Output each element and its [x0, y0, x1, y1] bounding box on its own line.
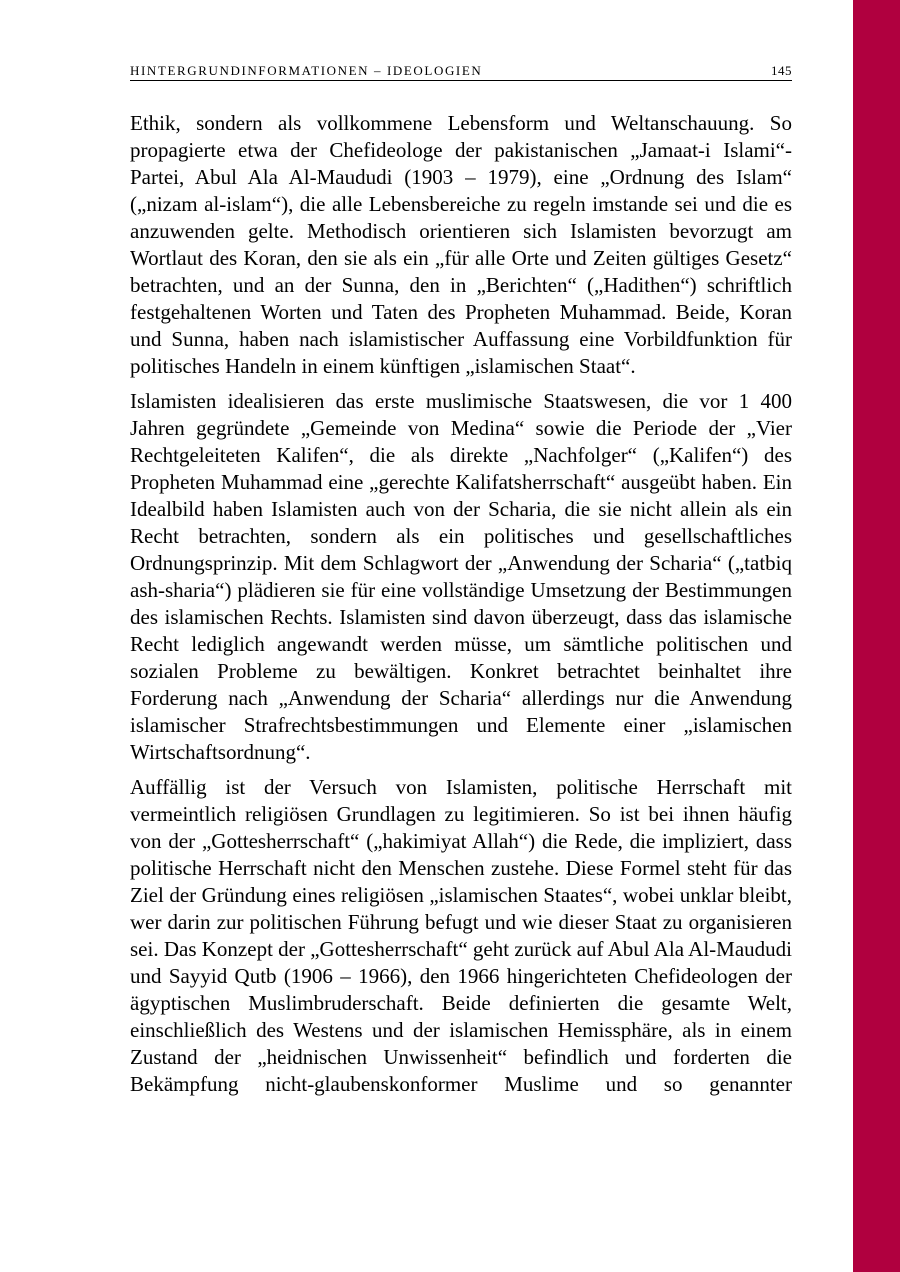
paragraph-2: Islamisten idealisieren das erste muslimische Staatswesen, die vor 1 400 Jahren gegründete „Gemeinde von Medina“ sowie die Periode der „Vier Rechtgeleiteten Kalifen“, die als direkte „Nachfolger“ („Kalifen“) des Propheten Muhammad eine „gerechte Kalifatsherrschaft“ ausgeübt haben. Ein Idealbild haben Islamisten auch von der Scharia, die sie nicht allein als ein Recht betrachten, sondern als ein politisches und gesellschaftliches Ordnungsprinzip. Mit dem Schlagwort der „Anwendung der Scharia“ („tatbiq ash-sharia“) plädieren sie für eine vollständige Umsetzung der Bestimmungen des islamischen Rechts. Islamisten sind davon überzeugt, dass das islamische Recht lediglich angewandt werden müsse, um sämtliche politischen und sozialen Probleme zu bewältigen. Konkret betrachtet beinhaltet ihre Forderung nach „Anwendung der Scharia“ allerdings nur die Anwendung islamischer Strafrechtsbestimmungen und Elemente einer „islamischen Wirtschaftsordnung“.	[130, 389, 792, 764]
body-text	[130, 110, 792, 1106]
paragraph-3: Auffällig ist der Versuch von Islamisten, politische Herrschaft mit vermeintlich religiösen Grundlagen zu legitimieren. So ist bei ihnen häufig von der „Gottesherrschaft“ („hakimiyat Allah“) die Rede, die impliziert, dass politische Herrschaft nicht den Menschen zustehe. Diese Formel steht für das Ziel der Gründung eines religiösen „islamischen Staates“, wobei unklar bleibt, wer darin zur politischen Führung befugt und wie dieser Staat zu organisieren sei. Das Konzept der „Gottesherrschaft“ geht zurück auf Abul Ala Al-Maududi und Sayyid Qutb (1906 – 1966), den 1966 hingerichteten Chefideologen der ägyptischen Muslimbruderschaft. Beide definierten die gesamte Welt, einschließlich des Westens und der islamischen Hemissphäre, als in einem Zustand der „heidnischen Unwissenheit“ befindlich und forderten die Bekämpfung nicht-glaubenskonformer Muslime und so genannter	[130, 775, 792, 1096]
page-number: 145	[771, 63, 792, 78]
paragraph-1: Ethik, sondern als vollkommene Lebensform und Weltanschauung. So propagierte etwa der Chefideologe der pakistanischen „Jamaat-i Islami“-Partei, Abul Ala Al-Maududi (1903 – 1979), eine „Ordnung des Islam“ („nizam al-islam“), die alle Lebensbereiche zu regeln imstande sei und die es anzuwenden gelte. Methodisch orientieren sich Islamisten bevorzugt am Wortlaut des Koran, den sie als ein „für alle Orte und Zeiten gültiges Gesetz“ betrachten, und an der Sunna, den in „Berichten“ („Hadithen“) schriftlich festgehaltenen Worten und Taten des Propheten Muhammad. Beide, Koran und Sunna, haben nach islamistischer Auffassung eine Vorbildfunktion für politisches Handeln in einem künftigen „islamischen Staat“.	[130, 111, 792, 378]
running-header	[130, 62, 792, 81]
side-color-bar	[853, 0, 900, 1272]
header-section-title: HINTERGRUNDINFORMATIONEN – IDEOLOGIEN	[130, 63, 483, 78]
